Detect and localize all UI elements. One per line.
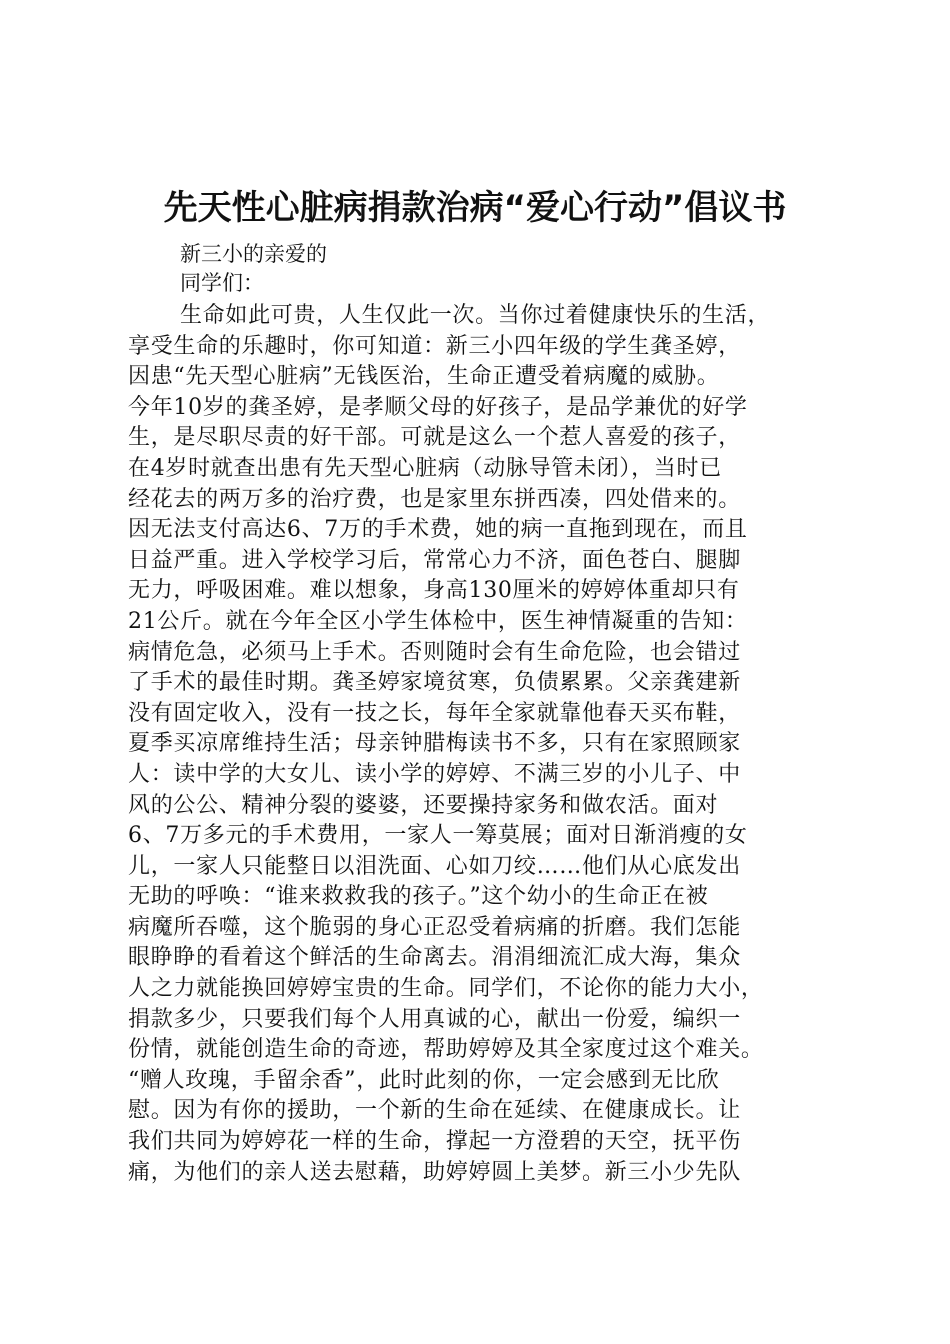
salutation-line-1: 新三小的亲爱的 (180, 242, 327, 266)
body-line: 夏季买凉席维持生活；母亲钟腊梅读书不多，只有在家照顾家 (128, 731, 741, 757)
body-line: 慰。因为有你的援助，一个新的生命在延续、在健康成长。让 (128, 1098, 741, 1124)
body-line: 份情，就能创造生命的奇迹，帮助婷婷及其全家度过这个难关。 (128, 1037, 764, 1063)
body-text (128, 301, 850, 1188)
body-line: 享受生命的乐趣时，你可知道：新三小四年级的学生龚圣婷， (128, 333, 741, 359)
body-line: 在4岁时就查出患有先天型心脏病（动脉导管未闭），当时已 (128, 455, 722, 481)
body-line: 人：读中学的大女儿、读小学的婷婷、不满三岁的小儿子、中 (128, 761, 741, 787)
body-line: 21公斤。就在今年全区小学生体检中，医生神情凝重的告知： (128, 608, 748, 634)
body-line: 我们共同为婷婷花一样的生命，撑起一方澄碧的天空，抚平伤 (128, 1129, 741, 1155)
body-line: 生命如此可贵，人生仅此一次。当你过着健康快乐的生活， (180, 303, 771, 328)
body-line: 经花去的两万多的治疗费，也是家里东拼西凑，四处借来的。 (128, 486, 741, 512)
body-line: 没有固定收入，没有一技之长，每年全家就靠他春天买布鞋， (128, 700, 741, 726)
body-line: 日益严重。进入学校学习后，常常心力不济，面色苍白、腿脚 (128, 547, 741, 573)
body-line: 人之力就能换回婷婷宝贵的生命。同学们，不论你的能力大小， (128, 976, 764, 1002)
salutation-line-2: 同学们： (180, 271, 264, 295)
body-line: 因患“先天型心脏病”无钱医治，生命正遭受着病魔的威胁。 (128, 364, 720, 390)
body-line: 病魔所吞噬，这个脆弱的身心正忍受着病痛的折磨。我们怎能 (128, 914, 741, 940)
body-line: 风的公公、精神分裂的婆婆，还要操持家务和做农活。面对 (128, 792, 719, 818)
body-line: 痛，为他们的亲人送去慰藉，助婷婷圆上美梦。新三小少先队 (128, 1159, 741, 1185)
body-line: 无力，呼吸困难。难以想象，身高130厘米的婷婷体重却只有 (128, 578, 740, 604)
body-line: 因无法支付高达6、7万的手术费，她的病一直拖到现在，而且 (128, 517, 748, 543)
body-line: 病情危急，必须马上手术。否则随时会有生命危险，也会错过 (128, 639, 741, 665)
body-line: 生，是尽职尽责的好干部。可就是这么一个惹人喜爱的孩子， (128, 425, 741, 451)
body-line: 今年10岁的龚圣婷，是孝顺父母的好孩子，是品学兼优的好学 (128, 394, 748, 420)
body-line: 无助的呼唤：“谁来救救我的孩子。”这个幼小的生命正在被 (128, 884, 709, 910)
body-line: 6、7万多元的手术费用，一家人一筹莫展；面对日渐消瘦的女 (128, 823, 748, 849)
body-line: 眼睁睁的看着这个鲜活的生命离去。涓涓细流汇成大海，集众 (128, 945, 741, 971)
body-line: “赠人玫瑰，手留余香”，此时此刻的你，一定会感到无比欣 (128, 1067, 720, 1093)
document-title: 先天性心脏病捐款治病“爱心行动”倡议书 (163, 188, 787, 228)
body-line: 捐款多少，只要我们每个人用真诚的心，献出一份爱，编织一 (128, 1006, 741, 1032)
body-line: 儿，一家人只能整日以泪洗面、心如刀绞……他们从心底发出 (128, 853, 741, 879)
body-line: 了手术的最佳时期。龚圣婷家境贫寒，负债累累。父亲龚建新 (128, 670, 741, 696)
